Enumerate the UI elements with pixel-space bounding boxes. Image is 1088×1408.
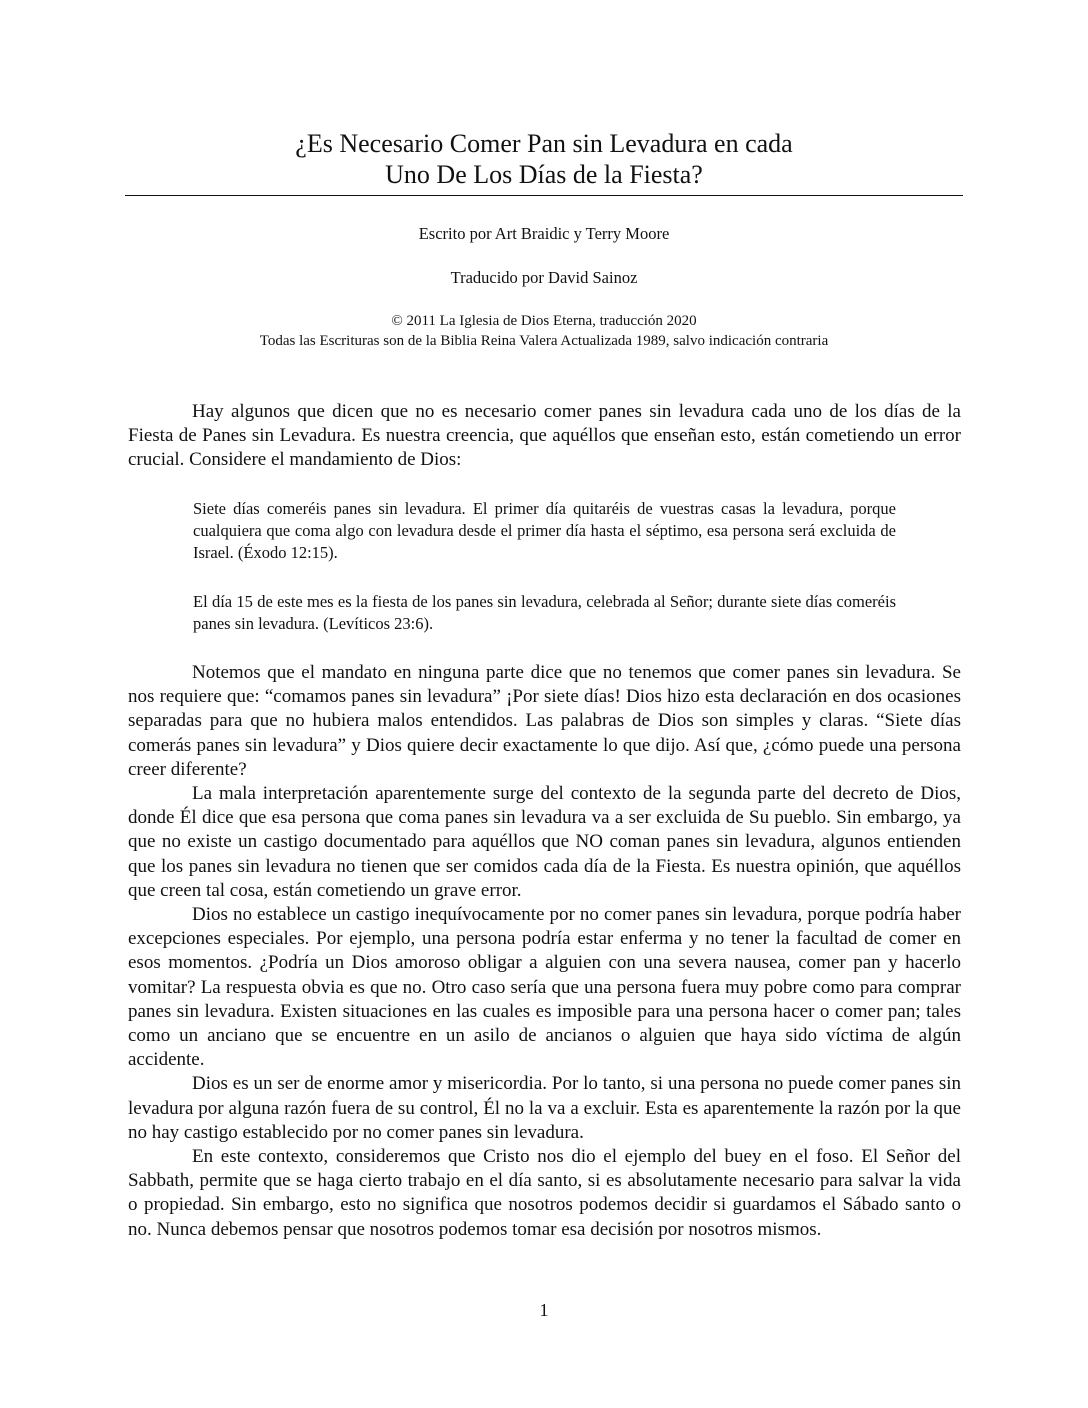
scripture-note: Todas las Escrituras son de la Biblia Reina Valera Actualizada 1989, salvo indicación contraria (259, 333, 829, 349)
body-paragraph: Dios no establece un castigo inequívocamente por no comer panes sin levadura, porque podría haber excepciones especiales. Por ejemplo, una persona podría estar enferma y no tener la facultad de comer en esos momentos. ¿Podría un Dios amoroso obligar a alguien con una severa nausea, comer pan y hacerlo vomitar? La respuesta obvia es que no. Otro caso sería que una persona fuera muy pobre como para comprar panes sin levadura. Existen situaciones en las cuales es imposible para una persona hacer o comer pan; tales como un anciano que se encuentre en un asilo de ancianos o alguien que haya sido víctima de algún accidente. (128, 904, 961, 1071)
page-number: 1 (539, 1300, 549, 1320)
body-section (128, 661, 961, 1242)
document-title (125, 128, 963, 190)
body-paragraph: La mala interpretación aparentemente surge del contexto de la segunda parte del decreto de Dios, donde Él dice que esa persona que coma panes sin levadura va a ser excluida de Su pueblo. Sin embargo, ya que no existe un castigo documentado para aquéllos que NO coman panes sin levadura, algunos entienden que los panes sin levadura no tienen que ser comidos cada día de la Fiesta. Es nuestra opinión, que aquéllos que creen tal cosa, están cometiendo un grave error. (128, 783, 961, 901)
title-divider (125, 195, 963, 196)
quote-leviticus: El día 15 de este mes es la fiesta de los panes sin levadura, celebrada al Señor; durante siete días comeréis panes sin levadura. (Levíticos 23:6). (193, 592, 896, 633)
block-quote-2 (193, 591, 896, 635)
title-line-1: ¿Es Necesario Comer Pan sin Levadura en cada (295, 129, 793, 158)
quote-exodus: Siete días comeréis panes sin levadura. El primer día quitaréis de vuestras casas la levadura, porque cualquiera que coma algo con levadura desde el primer día hasta el séptimo, esa persona será excluida de Israel. (Éxodo 12:15). (193, 499, 896, 562)
body-paragraph: Dios es un ser de enorme amor y misericordia. Por lo tanto, si una persona no puede comer panes sin levadura por alguna razón fuera de su control, Él no la va a excluir. Esta es aparentemente la razón por la que no hay castigo establecido por no comer panes sin levadura. (128, 1073, 961, 1143)
body-paragraph: Notemos que el mandato en ninguna parte dice que no tenemos que comer panes sin levadura. Se nos requiere que: “comamos panes sin levadura” ¡Por siete días! Dios hizo esta declaración en dos ocasiones separadas para que no hubiera malos entendidos. Las palabras de Dios son simples y claras. “Siete días comerás panes sin levadura” y Dios quiere decir exactamente lo que dijo. Así que, ¿cómo puede una persona creer diferente? (128, 662, 961, 780)
author-line: Escrito por Art Braidic y Terry Moore (418, 224, 670, 243)
block-quote-1 (193, 498, 896, 564)
copyright-line: © 2011 La Iglesia de Dios Eterna, traducción 2020 (391, 313, 697, 329)
copyright-block (125, 311, 963, 351)
translator-line: Traducido por David Sainoz (450, 268, 638, 287)
title-line-2: Uno De Los Días de la Fiesta? (385, 160, 703, 189)
intro-paragraph: Hay algunos que dicen que no es necesario comer panes sin levadura cada uno de los días de la Fiesta de Panes sin Levadura. Es nuestra creencia, que aquéllos que enseñan esto, están cometiendo un error crucial. Considere el mandamiento de Dios: (128, 401, 961, 471)
body-paragraph: En este contexto, consideremos que Cristo nos dio el ejemplo del buey en el foso. El Señor del Sabbath, permite que se haga cierto trabajo en el día santo, si es absolutamente necesario para salvar la vida o propiedad. Sin embargo, esto no significa que nosotros podemos decidir si guardamos el Sábado santo o no. Nunca debemos pensar que nosotros podemos tomar esa decisión por nosotros mismos. (128, 1146, 961, 1240)
intro-section (128, 400, 961, 473)
